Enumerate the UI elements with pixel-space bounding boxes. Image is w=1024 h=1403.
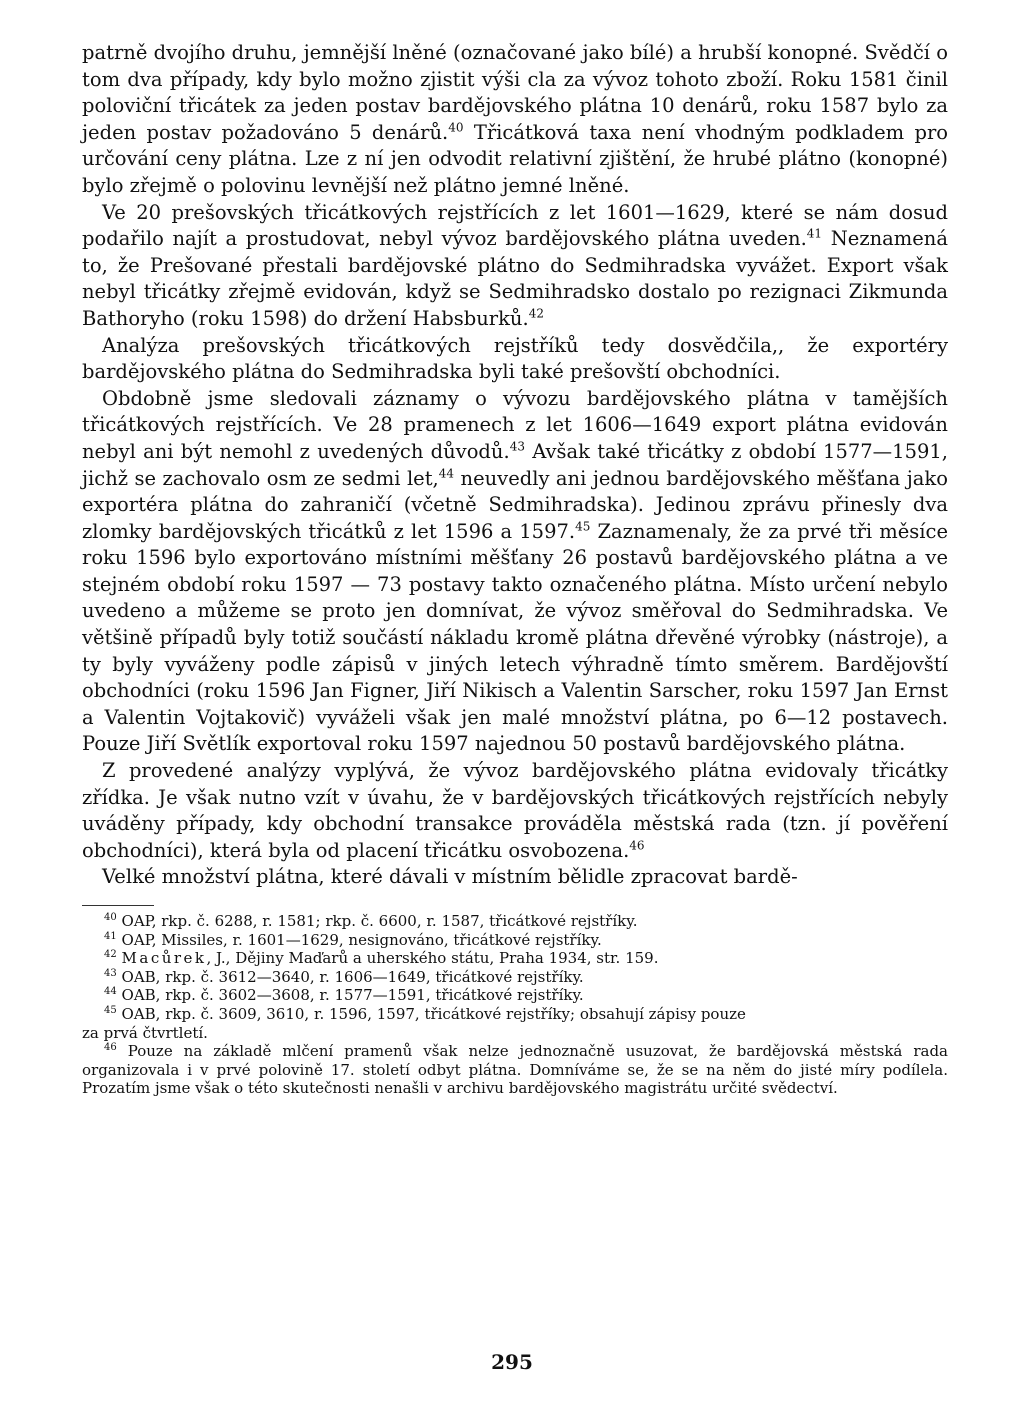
footnote-45-continuation: za prvá čtvrtletí. [82,1023,208,1042]
footnote-ref-45: 45 [575,519,591,534]
footnote-45: $^{45}$ OAB, rkp. č. 3609, 3610, r. 1596, 1597, třicátkové rejstříky; obsahují zápisy pouze [104,1004,746,1023]
page-content [82,40,948,1098]
page-number: 295 [491,1350,533,1374]
footnote-ref-44: 44 [438,466,455,480]
footnote-ref-41: 41 [806,226,823,241]
paragraph-1: patrně dvojího druhu, jemnější lněné (označované jako bílé) a hrubší konopné. Svědčí o tom dva případy, kdy bylo možno zjistit výši cla za vývoz tohoto zboží. Roku 1581 činil poloviční třicátek za jeden postav bardějovského plátna 10 denárů, roku 1587 bylo za jeden postav požadováno 5 denárů.$^{40}$ Třicátková taxa není vhodným podkladem pro určování ceny plátna. Lze z ní jen odvodit relativní zjištění, že hrubé plátno (konopné) bylo zřejmě o polovinu levnější než plátno jemné lněné. [82,41,948,197]
footnote-ref-43: 43 [509,439,525,454]
footnote-46: $^{46}$ Pouze na základě mlčení pramenů však nelze jednoznačně usuzovat, že bardějovská městská rada organizovala i v prvé polovině 17. století odbyt plátna. Domníváme se, že se na něm do jisté míry podílela. Prozatím jsme však o této skutečnosti nenašli v archivu bardějovského magistrátu určité svědectví. [82,1042,948,1098]
footnote-42: $^{42}$ Macůrek, J., Dějiny Maďarů a uherského státu, Praha 1934, str. 159. [104,949,659,968]
footnote-43: $^{43}$ OAB, rkp. č. 3612—3640, r. 1606—1649, třicátkové rejstříky. [104,967,584,986]
paragraph-2: Ve 20 prešovských třicátkových rejstřících z let 1601—1629, které se nám dosud podařilo najít a prostudovat, nebyl vývoz bardějovského plátna uveden.$^{41}$ Neznamená to, že Prešované přestali bardějovské plátno do Sedmihradska vyvážet. Export však nebyl třicátky zřejmě evidován, když se Sedmihradsko dostalo po rezignaci Zikmunda Bathoryho (roku 1598) do držení Habsburků.$^{42}$ [82,200,948,330]
footnote-ref-40: 40 [448,120,464,135]
footnote-41: $^{41}$ OAP, Missiles, r. 1601—1629, nesignováno, třicátkové rejstříky. [104,930,602,949]
paragraph-6: Velké množství plátna, které dávali v místním bělidle zpracovat bardě- [102,865,798,889]
footnote-author: Macůrek [121,949,207,968]
footnote-44: $^{44}$ OAB, rkp. č. 3602—3608, r. 1577—1591, třicátkové rejstříky. [104,986,584,1005]
paragraph-3: Analýza prešovských třicátkových rejstříků tedy dosvědčila,, že exportéry bardějovského plátna do Sedmihradska byli také prešovští obchodníci. [82,333,948,384]
footnote-40: $^{40}$ OAP, rkp. č. 6288, r. 1581; rkp. č. 6600, r. 1587, třicátkové rejstříky. [104,912,638,930]
footnote-ref-42: 42 [528,306,544,321]
footnotes [82,912,948,1098]
footnote-divider [82,905,154,906]
paragraph-4: Obdobně jsme sledovali záznamy o vývozu bardějovského plátna v tamějších třicátkových rejstřících. Ve 28 pramenech z let 1606—1649 export plátna evidován nebyl ani být nemohl z uvedených důvodů.$^{43}$ Avšak také třicátky z období 1577—1591, jichž se zachovalo osm ze sedmi let,$^{44}$ neuvedly ani jednou bardějovského měšťana jako exportéra plátna do zahraničí (včetně Sedmihradska). Jedinou zprávu přinesly dva zlomky bardějovských třicátků z let 1596 a 1597.45 Zaznamenaly, že za prvé tři měsíce roku 1596 bylo exportováno místními měšťany 26 postavů bardějovského plátna a ve stejném období roku 1597 — 73 postavy takto označeného plátna. Místo určení nebylo uvedeno a můžeme se proto jen domnívat, že vývoz směřoval do Sedmihradska. Ve většině případů byly totiž součástí nákladu kromě plátna dřevěné výrobky (nástroje), a ty byly vyváženy podle zápisů v jiných letech výhradně tímto směrem. Bardějovští obchodníci (roku 1596 Jan Figner, Jiří Nikisch a Valentin Sarscher, roku 1597 Jan Ernst a Valentin Vojtakovič) vyváželi však jen malé množství plátna, po 6—12 postavech. Pouze Jiří Světlík exportoval roku 1597 najednou 50 postavů bardějovského plátna. [82,386,948,756]
footnote-ref-46: 46 [629,838,645,853]
body-text [82,40,948,891]
paragraph-5: Z provedené analýzy vyplývá, že vývoz bardějovského plátna evidovaly třicátky zřídka. Je však nutno vzít v úvahu, že v bardějovských třicátkových rejstřících nebyly uváděny případy, kdy obchodní transakce prováděla městská rada (tzn. jí pověření obchodníci), která byla od placení třicátku osvobozena.$^{46}$ [82,759,948,862]
